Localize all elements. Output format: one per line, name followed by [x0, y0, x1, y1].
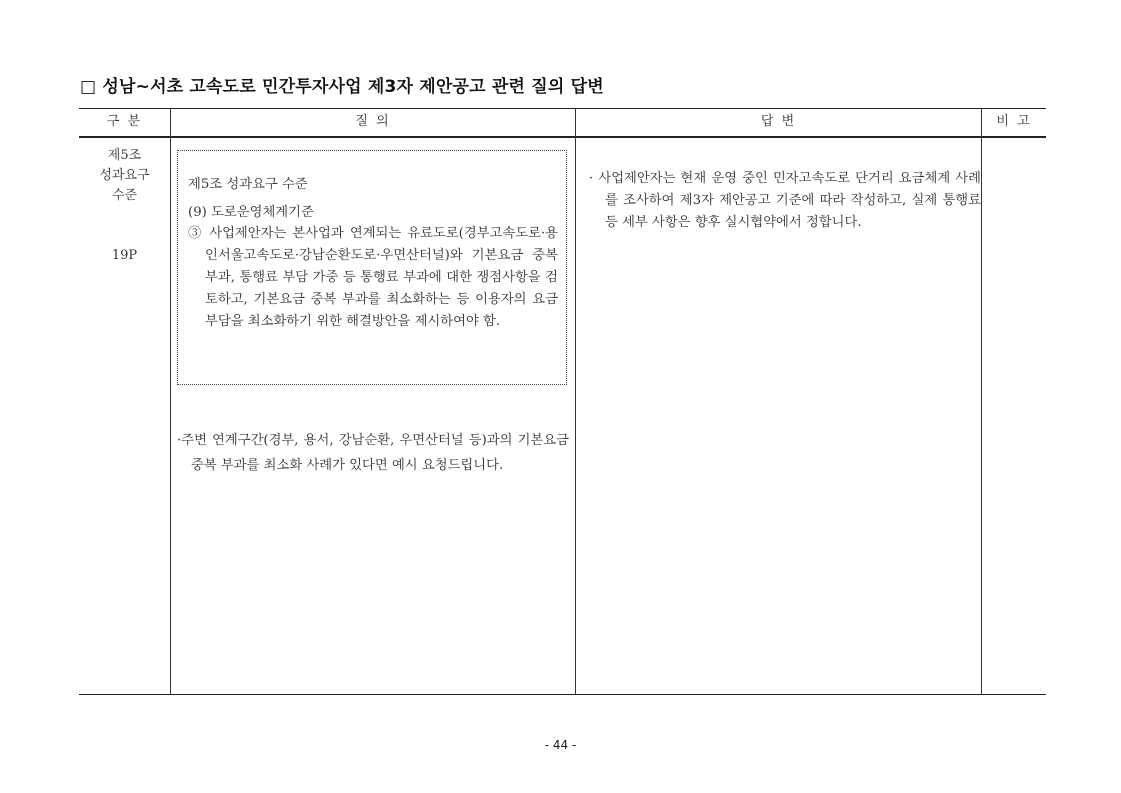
quote-heading: 제5조 성과요구 수준 [188, 177, 308, 192]
column-divider [981, 108, 982, 695]
column-divider [575, 108, 576, 695]
page-title: □ 성남~서초 고속도로 민간투자사업 제3자 제안공고 관련 질의 답변 [80, 77, 604, 97]
question-text: ·주변 연계구간(경부, 용서, 강남순환, 우면산터널 등)과의 기본요금 중복 부과를 최소화 사례가 있다면 예시 요청드립니다. [177, 433, 569, 473]
category-line: 수준 [111, 188, 138, 203]
page-number: - 44 - [544, 738, 577, 752]
header-bottom-rule [79, 136, 1046, 138]
header-question: 질 의 [355, 114, 391, 129]
quote-item: ③ 사업제안자는 본사업과 연계되는 유료도로(경부고속도로·용인서울고속도로·강남순환도로·우면산터널)와 기본요금 중복 부과, 통행료 부담 가중 등 통행료 부과에 대한 쟁점사항을 검토하고, 기본요금 중복 부과를 최소화하는 등 이용자의 요금 부담을 최소화하기 위한 해결방안을 제시하여야 함. [188, 226, 558, 329]
quote-subheading: (9) 도로운영체계기준 [188, 205, 314, 220]
category-page-ref: 19P [111, 248, 138, 263]
header-answer: 답 변 [760, 114, 797, 129]
category-line: 성과요구 [99, 168, 150, 183]
column-divider [170, 108, 171, 695]
table-bottom-rule [79, 694, 1046, 695]
category-cell [79, 146, 170, 206]
qa-table [79, 108, 1046, 696]
category-line: 제5조 [107, 148, 142, 163]
answer-text: · 사업제안자는 현재 운영 중인 민자고속도로 단거리 요금체계 사례를 조사하여 제3자 제안공고 기준에 따라 작성하고, 실제 통행료 등 세부 사항은 향후 실시협약에서 정합니다. [589, 171, 981, 230]
header-category: 구 분 [106, 114, 143, 129]
quoted-requirement-box [177, 150, 567, 385]
header-remarks: 비 고 [996, 114, 1032, 129]
